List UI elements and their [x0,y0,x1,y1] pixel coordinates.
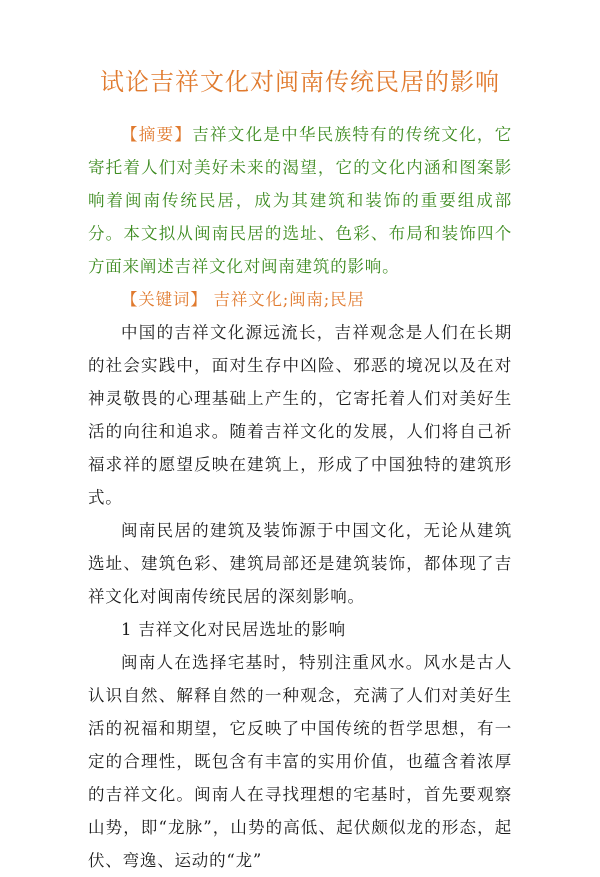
document-title: 试论吉祥文化对闽南传统民居的影响 [100,68,500,96]
abstract-text: 吉祥文化是中华民族特有的传统文化，它寄托着人们对美好未来的渴望，它的文化内涵和图案影响着闽南传统民居，成为其建筑和装饰的重要组成部分。本文拟从闽南民居的选址、色彩、布局和装饰四个方面来阐述吉祥文化对闽南建筑的影响。 [88,125,512,276]
body-paragraph: 闽南人在选择宅基时，特别注重风水。风水是古人认识自然、解释自然的一种观念，充满了人们对美好生活的祝福和期望，它反映了中国传统的哲学思想，有一定的合理性，既包含有丰富的实用价值，也蕴含着浓厚的吉祥文化。闽南人在寻找理想的宅基时，首先要观察山势，即“龙脉”，山势的高低、起伏颇似龙的形态，起伏、弯逸、运动的“龙” [88,653,512,870]
body-paragraph: 闽南民居的建筑及装饰源于中国文化，无论从建筑选址、建筑色彩、建筑局部还是建筑装饰，都体现了吉祥文化对闽南传统民居的深刻影响。 [88,521,512,606]
keywords-text: 吉祥文化;闽南;民居 [207,290,365,309]
keywords-label: 【关键词】 [121,290,208,309]
section-heading: 1 吉祥文化对民居选址的影响 [121,620,346,639]
abstract-label: 【摘要】 [121,125,193,144]
body-paragraph: 中国的吉祥文化源远流长，吉祥观念是人们在长期的社会实践中，面对生存中凶险、邪恶的境况以及在对神灵敬畏的心理基础上产生的，它寄托着人们对美好生活的向往和追求。随着吉祥文化的发展，人们将自己祈福求祥的愿望反映在建筑上，形成了中国独特的建筑形式。 [88,323,512,507]
abstract-paragraph [88,118,512,283]
keywords-line [88,283,512,316]
